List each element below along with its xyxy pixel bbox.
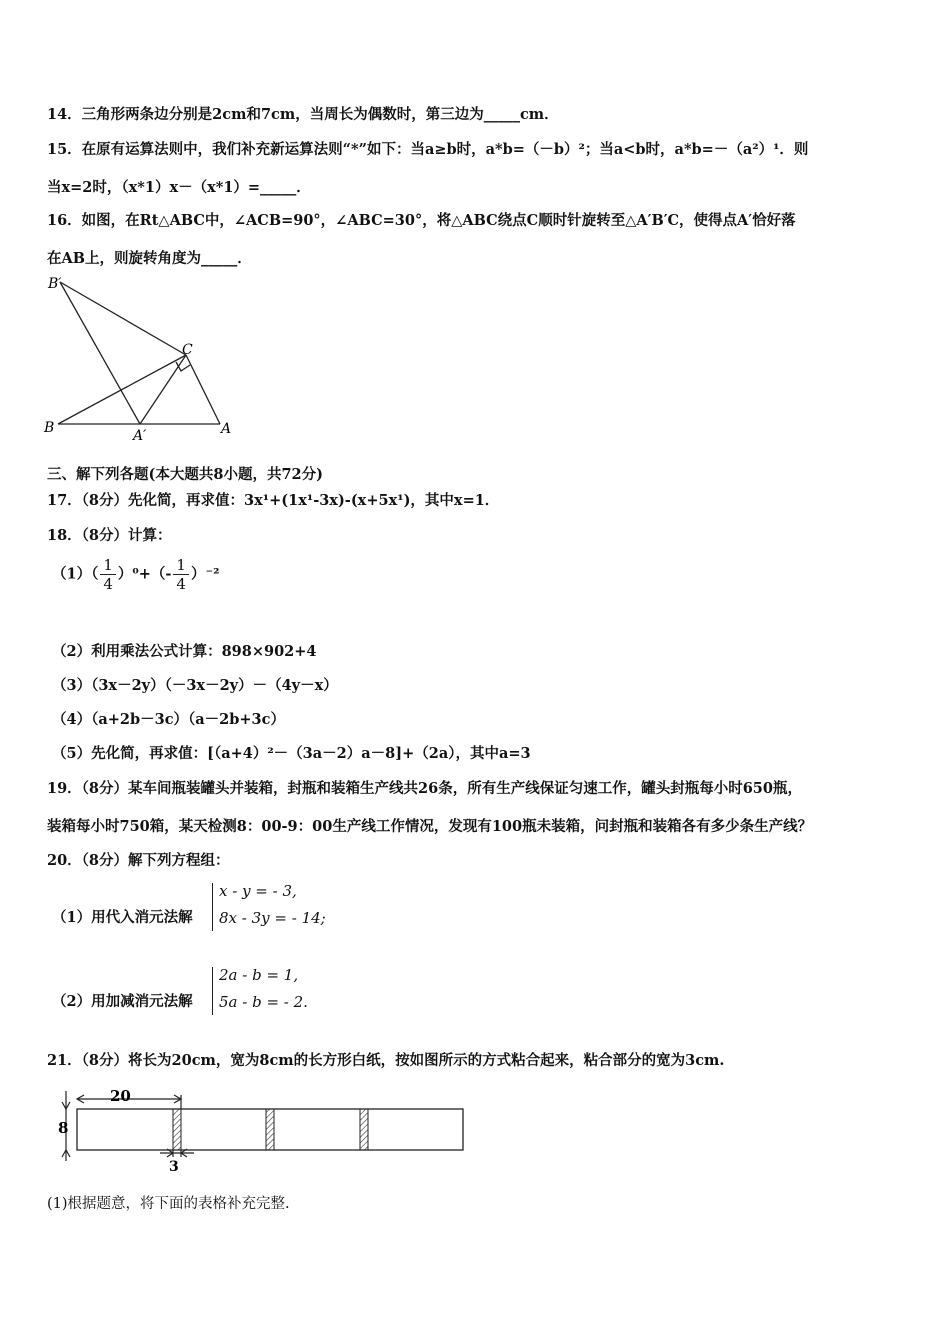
- figure-21-paper-strips: [50, 1085, 470, 1175]
- question-21: 21．（8分）将长为20cm，宽为8cm的长方形白纸，按如图所示的方式粘合起来，粘合部分的宽为3cm.: [47, 1052, 725, 1069]
- equation-system-1: [212, 880, 352, 936]
- system2-equation1: 2a - b = 1,: [219, 966, 299, 984]
- question-17: 17．（8分）先化简，再求值：3x¹+(1x¹-3x)-(x+5x¹)，其中x=1．: [47, 492, 500, 509]
- question-20-part2-label: （2）用加减消元法解: [52, 993, 193, 1010]
- label-length-20: 20: [110, 1087, 131, 1105]
- segment-b-c: [58, 355, 186, 424]
- figure-16-triangle: [40, 272, 250, 447]
- label-a: A: [221, 421, 232, 437]
- system-brace-1: [212, 883, 213, 931]
- q18-1-label: （1）（: [52, 565, 99, 583]
- question-15-line1: 15．在原有运算法则中，我们补充新运算法则“*”如下：当a≥b时，a*b=（－b）²；当a<b时，a*b=－（a²）¹．则: [47, 141, 809, 158]
- frac1-denominator: 4: [103, 575, 113, 593]
- question-14: 14．三角形两条边分别是2cm和7cm，当周长为偶数时，第三边为_____cm．: [47, 106, 559, 123]
- label-b: B: [44, 420, 55, 436]
- question-15-line2: 当x=2时，（x*1）x－（x*1）=_____．: [47, 179, 311, 196]
- equation-system-2: [212, 964, 352, 1020]
- question-18-part1: [52, 556, 219, 593]
- frac2-denominator: 4: [176, 575, 186, 593]
- question-18-part3: （3）（3x－2y）（－3x－2y）－（4y－x）: [52, 677, 338, 694]
- question-18-part2: （2）利用乘法公式计算：898×902+4: [52, 643, 317, 660]
- system1-equation2: 8x - 3y = - 14;: [219, 909, 326, 927]
- label-width-8: 8: [58, 1119, 69, 1137]
- frac2-numerator: 1: [173, 556, 189, 575]
- overlap-3: [360, 1109, 368, 1150]
- question-20: 20．（8分）解下列方程组：: [47, 852, 230, 869]
- question-20-part1-label: （1）用代入消元法解: [52, 909, 193, 926]
- q18-1-mid: ）⁰+（-: [117, 565, 172, 583]
- question-21-part1: (1)根据题意，将下面的表格补充完整.: [47, 1196, 290, 1212]
- segment-bprime-aprime: [60, 282, 140, 424]
- segment-aprime-c: [140, 355, 186, 424]
- question-19-line1: 19．（8分）某车间瓶装罐头并装箱，封瓶和装箱生产线共26条，所有生产线保证匀速工作，罐头封瓶每小时650瓶，: [47, 780, 802, 797]
- overlap-1: [173, 1109, 181, 1150]
- section-3-heading: 三、解下列各题(本大题共8小题，共72分): [47, 466, 323, 483]
- label-a-prime: A′: [133, 428, 147, 444]
- question-16-line2: 在AB上，则旋转角度为_____．: [47, 250, 252, 267]
- right-angle-mark: [176, 362, 190, 371]
- segment-c-a: [186, 355, 220, 424]
- label-b-prime: B′: [48, 276, 62, 292]
- segment-bprime-c: [60, 282, 186, 355]
- fraction-one-quarter: [100, 556, 116, 593]
- question-18-part5: （5）先化简，再求值：[（a+4）²－（3a－2）a－8]+（2a），其中a=3: [52, 745, 531, 762]
- system1-equation1: x - y = - 3,: [219, 882, 297, 900]
- overlap-2: [266, 1109, 274, 1150]
- question-18-part4: （4）（a+2b－3c）（a－2b+3c）: [52, 711, 285, 728]
- question-16-line1: 16．如图，在Rt△ABC中，∠ACB=90°，∠ABC=30°，将△ABC绕点C顺时针旋转至△A′B′C，使得点A′恰好落: [47, 212, 796, 229]
- question-18: 18．（8分）计算：: [47, 527, 172, 544]
- q18-1-end: ）⁻²: [190, 565, 220, 583]
- question-19-line2: 装箱每小时750箱，某天检测8：00-9：00生产线工作情况，发现有100瓶未装箱，问封瓶和装箱各有多少条生产线？: [47, 818, 813, 835]
- frac1-numerator: 1: [100, 556, 116, 575]
- system2-equation2: 5a - b = - 2.: [219, 993, 308, 1011]
- label-c: C: [182, 342, 193, 358]
- label-overlap-3: 3: [169, 1159, 179, 1175]
- fraction-neg-one-quarter: [173, 556, 189, 593]
- system-brace-2: [212, 967, 213, 1015]
